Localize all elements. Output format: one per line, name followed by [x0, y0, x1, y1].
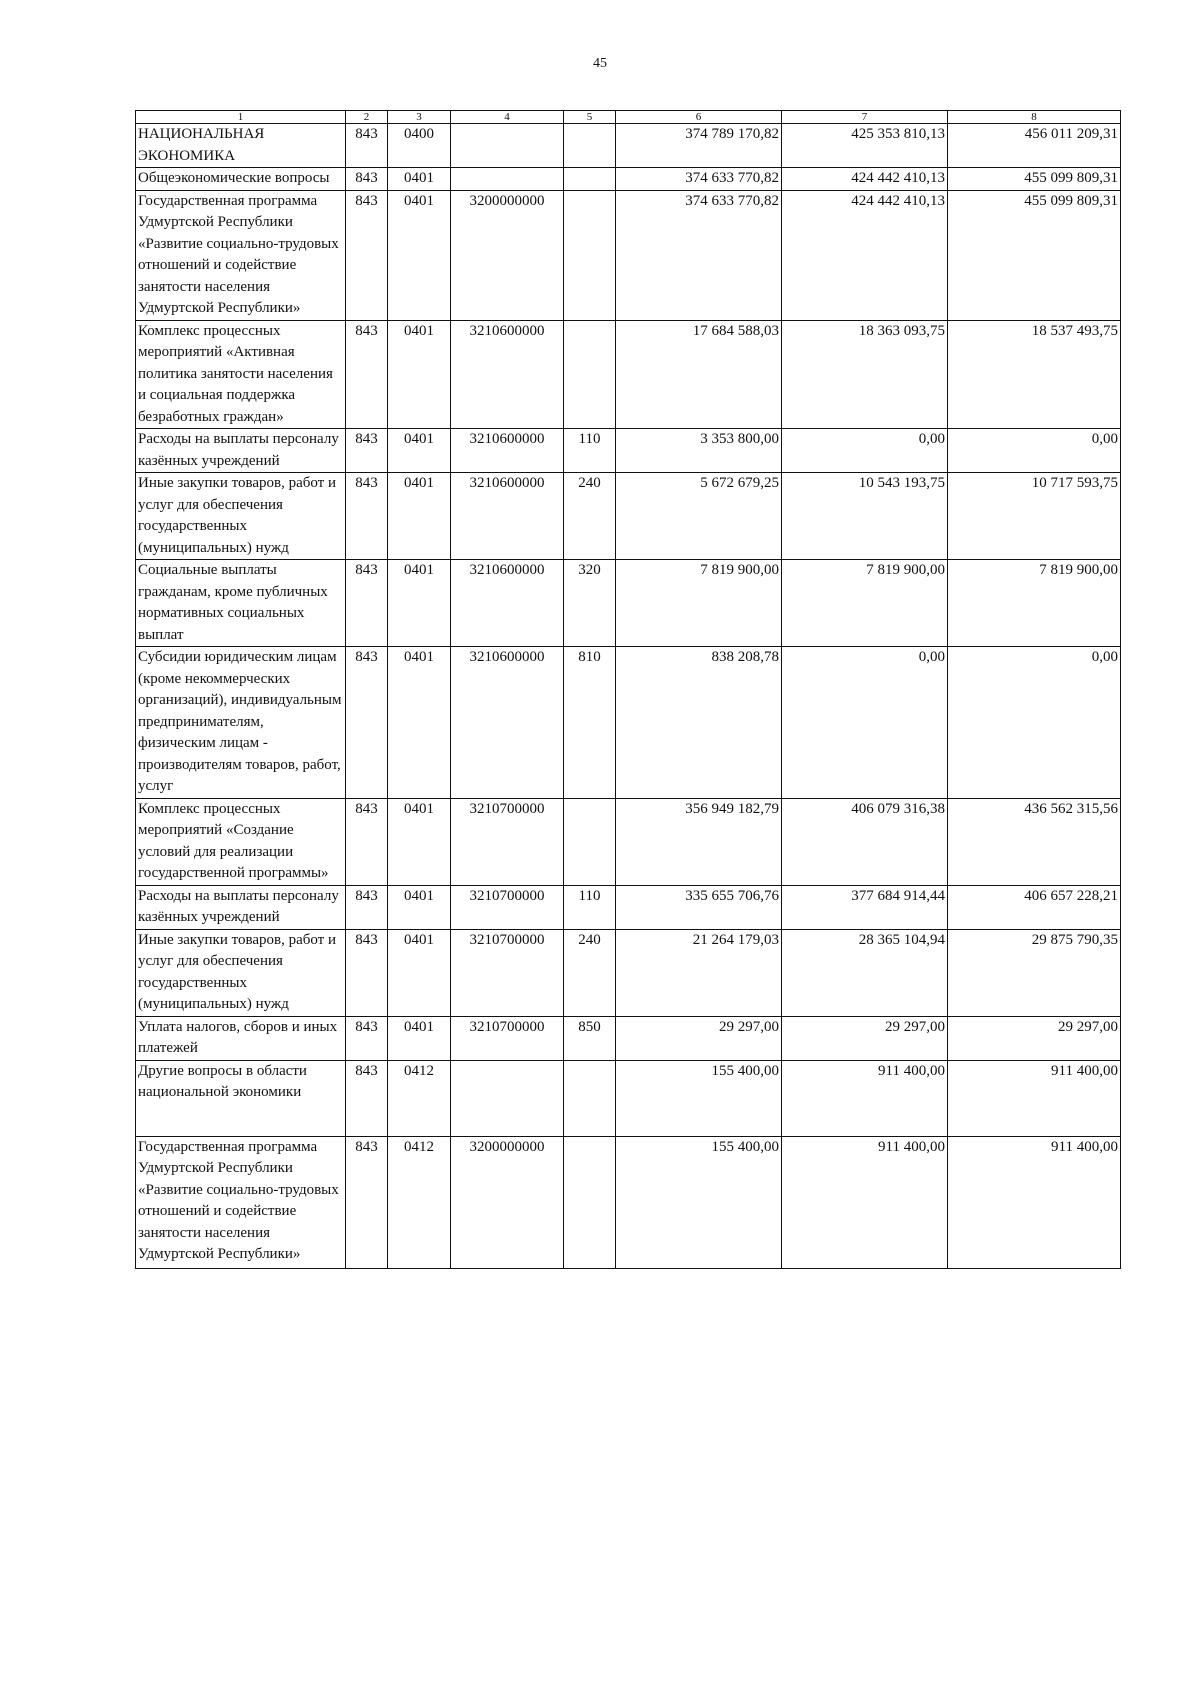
section-code: 0412: [388, 1136, 451, 1268]
amount-col6: 17 684 588,03: [616, 320, 782, 429]
expense-type-code: 810: [564, 647, 616, 799]
amount-col8: 436 562 315,56: [948, 798, 1121, 885]
expense-type-code: 110: [564, 429, 616, 473]
amount-col6: 5 672 679,25: [616, 473, 782, 560]
row-name: Социальные выплаты гражданам, кроме публичных нормативных социальных выплат: [136, 560, 346, 647]
target-article-code: [451, 168, 564, 191]
row-name: Комплекс процессных мероприятий «Активная политика занятости населения и социальная поддержка безработных граждан»: [136, 320, 346, 429]
section-code: 0401: [388, 1016, 451, 1060]
section-code: 0401: [388, 168, 451, 191]
amount-col8: 911 400,00: [948, 1136, 1121, 1268]
target-article-code: 3210700000: [451, 798, 564, 885]
amount-col7: 425 353 810,13: [782, 124, 948, 168]
table-body: [136, 124, 1121, 1269]
column-header: 1: [136, 111, 346, 124]
amount-col7: 28 365 104,94: [782, 929, 948, 1016]
column-header: 2: [346, 111, 388, 124]
table-row: [136, 168, 1121, 191]
target-article-code: [451, 124, 564, 168]
target-article-code: 3210600000: [451, 320, 564, 429]
ministry-code: 843: [346, 929, 388, 1016]
amount-col6: 374 789 170,82: [616, 124, 782, 168]
amount-col6: 7 819 900,00: [616, 560, 782, 647]
amount-col7: 406 079 316,38: [782, 798, 948, 885]
ministry-code: 843: [346, 429, 388, 473]
expense-type-code: [564, 190, 616, 320]
amount-col7: 377 684 914,44: [782, 885, 948, 929]
table-row: [136, 473, 1121, 560]
table-header: [136, 111, 1121, 124]
section-code: 0401: [388, 473, 451, 560]
table-row: [136, 124, 1121, 168]
amount-col6: 356 949 182,79: [616, 798, 782, 885]
table-row: [136, 320, 1121, 429]
amount-col6: 838 208,78: [616, 647, 782, 799]
target-article-code: 3210700000: [451, 1016, 564, 1060]
table-row: [136, 1060, 1121, 1136]
amount-col7: 0,00: [782, 647, 948, 799]
ministry-code: 843: [346, 190, 388, 320]
target-article-code: [451, 1060, 564, 1136]
amount-col8: 911 400,00: [948, 1060, 1121, 1136]
amount-col8: 10 717 593,75: [948, 473, 1121, 560]
ministry-code: 843: [346, 885, 388, 929]
table-row: [136, 885, 1121, 929]
expense-type-code: 240: [564, 473, 616, 560]
ministry-code: 843: [346, 1136, 388, 1268]
target-article-code: 3200000000: [451, 190, 564, 320]
row-name: Субсидии юридическим лицам (кроме некоммерческих организаций), индивидуальным предпринимателям, физическим лицам - производителям товаров, работ, услуг: [136, 647, 346, 799]
expense-type-code: 110: [564, 885, 616, 929]
amount-col7: 911 400,00: [782, 1136, 948, 1268]
column-header: 5: [564, 111, 616, 124]
row-name: Государственная программа Удмуртской Республики «Развитие социально-трудовых отношений и содействие занятости населения Удмуртской Республики»: [136, 190, 346, 320]
column-header: 8: [948, 111, 1121, 124]
header-row: [136, 111, 1121, 124]
column-header: 3: [388, 111, 451, 124]
row-name: Расходы на выплаты персоналу казённых учреждений: [136, 885, 346, 929]
table-row: [136, 560, 1121, 647]
column-header: 7: [782, 111, 948, 124]
ministry-code: 843: [346, 560, 388, 647]
section-code: 0401: [388, 190, 451, 320]
section-code: 0401: [388, 798, 451, 885]
ministry-code: 843: [346, 647, 388, 799]
table-row: [136, 929, 1121, 1016]
amount-col6: 21 264 179,03: [616, 929, 782, 1016]
target-article-code: 3210700000: [451, 885, 564, 929]
page-number: 45: [593, 56, 607, 71]
amount-col7: 29 297,00: [782, 1016, 948, 1060]
amount-col7: 0,00: [782, 429, 948, 473]
amount-col8: 18 537 493,75: [948, 320, 1121, 429]
target-article-code: 3210600000: [451, 429, 564, 473]
target-article-code: 3210600000: [451, 473, 564, 560]
row-name: Государственная программа Удмуртской Республики «Развитие социально-трудовых отношений и содействие занятости населения Удмуртской Республики»: [136, 1136, 346, 1268]
row-name: Комплекс процессных мероприятий «Создание условий для реализации государственной программы»: [136, 798, 346, 885]
target-article-code: 3210700000: [451, 929, 564, 1016]
section-code: 0401: [388, 885, 451, 929]
expense-type-code: [564, 798, 616, 885]
ministry-code: 843: [346, 473, 388, 560]
expense-type-code: 850: [564, 1016, 616, 1060]
table-row: [136, 647, 1121, 799]
expense-type-code: [564, 1136, 616, 1268]
budget-table: [135, 110, 1121, 1269]
target-article-code: 3210600000: [451, 647, 564, 799]
expense-type-code: 320: [564, 560, 616, 647]
amount-col7: 911 400,00: [782, 1060, 948, 1136]
section-code: 0401: [388, 320, 451, 429]
amount-col7: 424 442 410,13: [782, 168, 948, 191]
row-name: Иные закупки товаров, работ и услуг для обеспечения государственных (муниципальных) нужд: [136, 929, 346, 1016]
section-code: 0401: [388, 429, 451, 473]
ministry-code: 843: [346, 320, 388, 429]
amount-col6: 155 400,00: [616, 1060, 782, 1136]
amount-col6: 3 353 800,00: [616, 429, 782, 473]
ministry-code: 843: [346, 168, 388, 191]
target-article-code: 3210600000: [451, 560, 564, 647]
ministry-code: 843: [346, 798, 388, 885]
column-header: 6: [616, 111, 782, 124]
ministry-code: 843: [346, 1016, 388, 1060]
row-name: НАЦИОНАЛЬНАЯ ЭКОНОМИКА: [136, 124, 346, 168]
amount-col7: 7 819 900,00: [782, 560, 948, 647]
amount-col6: 155 400,00: [616, 1136, 782, 1268]
amount-col8: 0,00: [948, 429, 1121, 473]
table-row: [136, 798, 1121, 885]
row-name: Другие вопросы в области национальной экономики: [136, 1060, 346, 1136]
row-name: Иные закупки товаров, работ и услуг для обеспечения государственных (муниципальных) нужд: [136, 473, 346, 560]
amount-col7: 10 543 193,75: [782, 473, 948, 560]
amount-col6: 29 297,00: [616, 1016, 782, 1060]
table-row: [136, 190, 1121, 320]
amount-col7: 424 442 410,13: [782, 190, 948, 320]
section-code: 0401: [388, 647, 451, 799]
amount-col7: 18 363 093,75: [782, 320, 948, 429]
target-article-code: 3200000000: [451, 1136, 564, 1268]
table-row: [136, 1136, 1121, 1268]
section-code: 0412: [388, 1060, 451, 1136]
expense-type-code: [564, 1060, 616, 1136]
ministry-code: 843: [346, 124, 388, 168]
amount-col8: 456 011 209,31: [948, 124, 1121, 168]
section-code: 0401: [388, 560, 451, 647]
expense-type-code: [564, 168, 616, 191]
section-code: 0401: [388, 929, 451, 1016]
amount-col8: 0,00: [948, 647, 1121, 799]
table-row: [136, 429, 1121, 473]
row-name: Общеэкономические вопросы: [136, 168, 346, 191]
amount-col6: 335 655 706,76: [616, 885, 782, 929]
amount-col8: 455 099 809,31: [948, 168, 1121, 191]
expense-type-code: [564, 124, 616, 168]
section-code: 0400: [388, 124, 451, 168]
row-name: Уплата налогов, сборов и иных платежей: [136, 1016, 346, 1060]
amount-col8: 455 099 809,31: [948, 190, 1121, 320]
ministry-code: 843: [346, 1060, 388, 1136]
expense-type-code: 240: [564, 929, 616, 1016]
amount-col6: 374 633 770,82: [616, 190, 782, 320]
amount-col6: 374 633 770,82: [616, 168, 782, 191]
expense-type-code: [564, 320, 616, 429]
amount-col8: 7 819 900,00: [948, 560, 1121, 647]
row-name: Расходы на выплаты персоналу казённых учреждений: [136, 429, 346, 473]
amount-col8: 406 657 228,21: [948, 885, 1121, 929]
amount-col8: 29 297,00: [948, 1016, 1121, 1060]
column-header: 4: [451, 111, 564, 124]
table-row: [136, 1016, 1121, 1060]
amount-col8: 29 875 790,35: [948, 929, 1121, 1016]
